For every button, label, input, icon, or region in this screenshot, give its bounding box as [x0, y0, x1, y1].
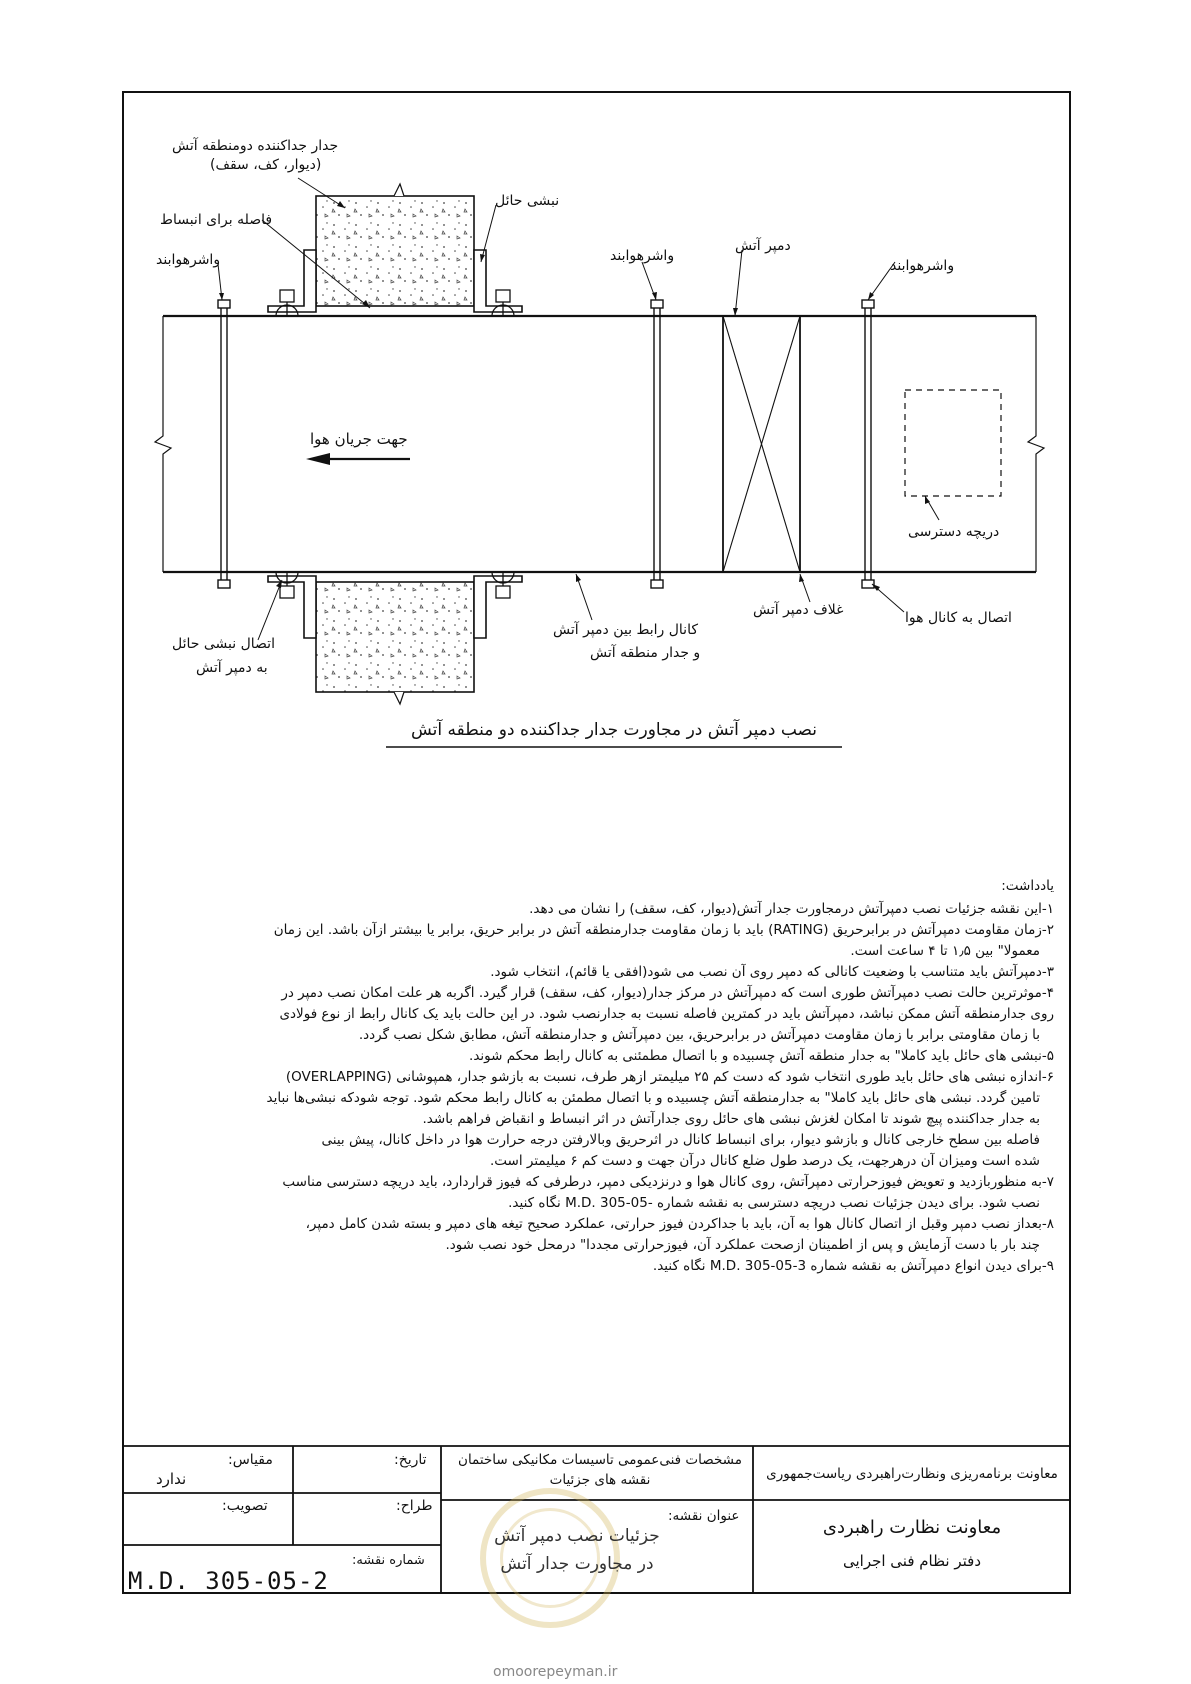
note-line: فاصله بین سطح خارجی کانال و بازشو دیوار، برای انبساط کانال در اثرحریق وبالارفتن درجه حرارت هوا در داخل کانال، پیش بینی — [321, 1132, 1040, 1148]
notes-heading: یادداشت: — [1001, 878, 1054, 894]
watermark: omoorepeyman.ir — [493, 1664, 618, 1680]
note-line: ۹-برای دیدن انواع دمپرآتش به نقشه شماره M.D. 305-05-3 نگاه کنید. — [652, 1258, 1054, 1274]
note-line: ۵-نبشی های حائل باید کاملا" به جدار منطقه آتش چسبیده و با اتصال مطمئنی به کانال رابط محکم شوند. — [469, 1048, 1054, 1064]
label-duct-connection: اتصال به کانال هوا — [905, 610, 1012, 626]
drawing-title: نصب دمپر آتش در مجاورت جدار جداکننده دو منطقه آتش — [410, 720, 818, 740]
note-line: ۴-موثرترین حالت نصب دمپرآتش طوری است که دمپرآتش در مرکز جدار(دیوار، کف، سقف) قرار گیرد. اگربه هر علت امکان نصب دمپر در — [281, 985, 1054, 1001]
note-line: ۱-این نقشه جزئیات نصب دمپرآتش درمجاورت جدار آتش(دیوار، کف، سقف) را نشان می دهد. — [529, 901, 1054, 917]
label-gasket-mid: واشرهوابند — [610, 248, 675, 264]
label-duct-conn-1: کانال رابط بین دمپر آتش — [553, 622, 698, 638]
drawing-title-line-2: در مجاورت جدار آتش — [500, 1554, 654, 1574]
drawing-title-label: عنوان نقشه: — [668, 1508, 740, 1524]
date-label: تاریخ: — [394, 1452, 427, 1468]
label-fire-damper: دمپر آتش — [735, 238, 791, 254]
label-access-door: دریچه دسترسی — [908, 524, 1000, 540]
note-line: روی جدارمنطقه آتش ممکن نباشد، دمپرآتش باید در کمترین فاصله نسبت به جدارنصب شود. در این حالت باید یک کانال رابط از نوع فولادی — [279, 1006, 1054, 1022]
label-retaining-angle: نبشی حائل — [495, 193, 560, 209]
label-gasket-left: واشرهوابند — [156, 252, 221, 268]
drawing-title-line-1: جزئیات نصب دمپر آتش — [494, 1526, 660, 1546]
label-angle-conn-1: اتصال نبشی حائل — [172, 636, 275, 652]
org-line-2: معاونت نظارت راهبردی — [822, 1517, 1002, 1538]
label-angle-conn-2: به دمپر آتش — [196, 660, 268, 676]
label-damper-sleeve: غلاف دمپر آتش — [753, 602, 844, 618]
label-duct-conn-2: و جدار منطقه آتش — [590, 645, 701, 661]
note-line: با زمان مقاومتی برابر با زمان مقاومت دمپرآتش در برابرحریق، بین دمپرآتش و جدارمنطقه آتش، مطابق شکل نصب گردد. — [358, 1027, 1040, 1043]
spec-subtitle: نقشه های جزئیات — [549, 1472, 651, 1488]
note-line: ۶-اندازه نبشی های حائل باید طوری انتخاب شود که دست کم ۲۵ میلیمتر ازهر طرف، نسبت به بازشو جدار، همپوشانی (OVERLAPPING) — [285, 1069, 1054, 1085]
org-line-1: معاونت برنامه‌ریزی ونظارت‌راهبردی ریاست‌جمهوری — [766, 1466, 1058, 1482]
note-line: ۳-دمپرآتش باید متناسب با وضعیت کانالی که دمپر روی آن نصب می شود(افقی یا قائم)، انتخاب شود. — [490, 964, 1054, 980]
note-line: به جدار جداکننده پیچ شوند تا امکان لغزش نبشی های حائل روی جدارآتش در اثر انبساط و انقباض فراهم باشد. — [422, 1111, 1040, 1127]
note-line: ۷-به منظوربازدید و تعویض فیوزحرارتی دمپرآتش، روی کانال هوا و درنزدیکی دمپر، درطرفی که فیوز قراردارد، باید دریچه دسترسی مناسب — [282, 1174, 1054, 1190]
scale-value: ندارد — [156, 1470, 187, 1488]
note-line: شده است ومیزان آن درهرجهت، یک درصد طول ضلع کانال درآن جهت و دست کم ۶ میلیمتر است. — [490, 1153, 1040, 1169]
label-fire-wall-sub: (دیوار، کف، سقف) — [210, 157, 322, 173]
label-expansion-gap: فاصله برای انبساط — [160, 212, 273, 228]
designer-label: طراح: — [396, 1498, 433, 1514]
org-line-3: دفتر نظام فنی اجرایی — [842, 1552, 982, 1570]
note-line: معمولا" بین ۱٫۵ تا ۴ ساعت است. — [850, 943, 1040, 959]
label-airflow: جهت جریان هوا — [310, 430, 408, 448]
note-line: ۸-بعداز نصب دمپر وقبل از اتصال کانال هوا به آن، باید با جداکردن فیوز حرارتی، عملکرد صحیح تیغه های دمپر و بسته شدن کامل دمپر، — [305, 1216, 1054, 1232]
drawing-number: M.D. 305-05-2 — [128, 1567, 329, 1595]
note-line: نصب شود. برای دیدن جزئیات نصب دریچه دسترسی به نقشه شماره -M.D. 305-05 نگاه کنید. — [508, 1195, 1040, 1211]
note-line: ۲-زمان مقاومت دمپرآتش در برابرحریق (RATING) باید با زمان مقاومت جدارمنطقه آتش در برابر حریق، برابر یا بیشتر ازآن باشد. این زمان — [273, 922, 1054, 938]
label-fire-wall: جدار جداکننده دومنطقه آتش — [172, 138, 339, 154]
drawing-no-label: شماره نقشه: — [352, 1553, 425, 1568]
approval-label: تصویب: — [222, 1498, 268, 1514]
note-line: چند بار با دست آزمایش و پس از اطمینان ازصحت عملکرد آن، فیوزحرارتی مجددا" درمحل خود نصب شود. — [445, 1237, 1040, 1253]
scale-label: مقیاس: — [228, 1452, 273, 1468]
spec-title: مشخصات فنی‌عمومی تاسیسات مکانیکی ساختمان — [458, 1452, 742, 1468]
note-line: تامین گردد. نبشی های حائل باید کاملا" به جدارمنطقه آتش چسبیده و با اتصال مطمئن به کانال رابط محکم شود. توجه شودکه نبشی‌ها نباید — [266, 1090, 1040, 1106]
label-gasket-right: واشرهوابند — [890, 258, 955, 274]
